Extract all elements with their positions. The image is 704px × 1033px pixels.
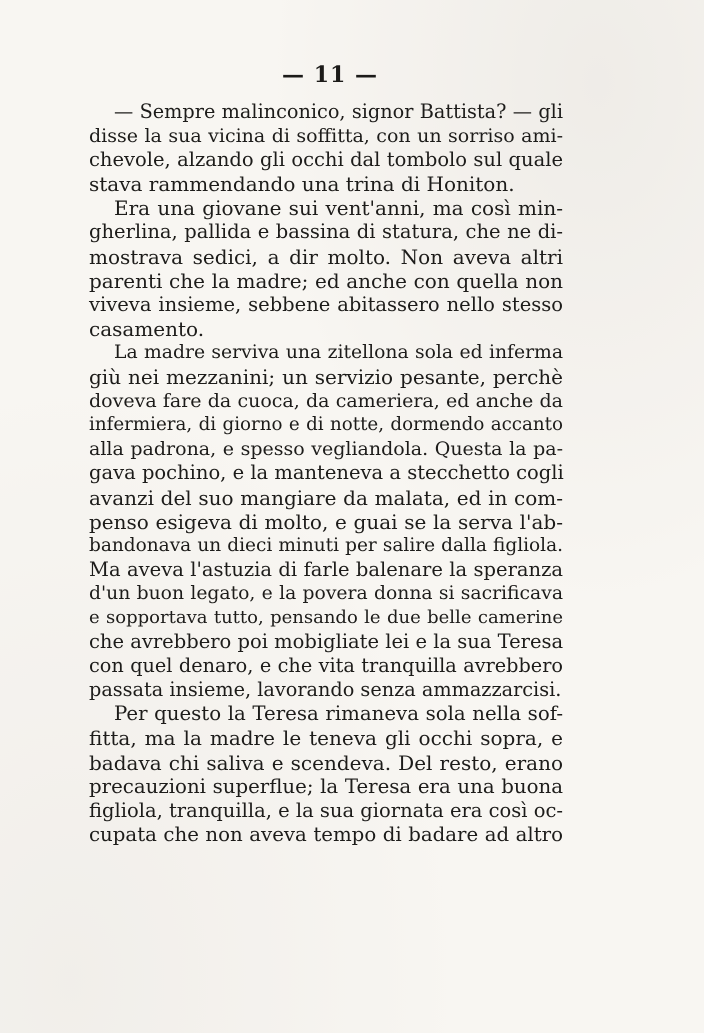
text-line: Per questo la Teresa rimaneva sola nella sof-	[114, 702, 563, 726]
text-line: e sopportava tutto, pensando le due belle camerine	[89, 606, 563, 628]
text-line: stava rammendando una trina di Honiton.	[89, 172, 515, 197]
text-line: cupata che non aveva tempo di badare ad altro	[89, 822, 563, 846]
text-line: passata insieme, lavorando senza ammazzarcisi.	[89, 678, 562, 702]
page-number: — 11 —	[282, 62, 378, 88]
text-line: alla padrona, e spesso vegliandola. Questa la pa-	[89, 438, 563, 461]
text-line: avanzi del suo mangiare da malata, ed in com-	[89, 485, 563, 510]
text-line: gava pochino, e la manteneva a stecchetto cogli	[89, 461, 564, 485]
text-line: disse la sua vicina di soffitta, con un sorriso ami-	[89, 125, 563, 148]
text-line: infermiera, di giorno e di notte, dormendo accanto	[89, 414, 563, 436]
text-line: che avrebbero poi mobigliate lei e la sua Teresa	[89, 630, 564, 654]
text-line: d'un buon legato, e la povera donna si sacrificava	[89, 582, 563, 604]
text-line: con quel denaro, e che vita tranquilla avrebbero	[89, 654, 563, 678]
text-line: penso esigeva di molto, e guai se la serva l'ab-	[89, 509, 563, 534]
text-line: figliola, tranquilla, e la sua giornata era così oc-	[89, 798, 563, 822]
text-line: giù nei mezzanini; un servizio pesante, perchè	[89, 365, 563, 390]
text-line: — Sempre malinconico, signor Battista? — gli	[114, 100, 563, 123]
text-line: Ma aveva l'astuzia di farle balenare la speranza	[89, 557, 563, 581]
text-line: mostrava sedici, a dir molto. Non aveva altri	[89, 244, 563, 269]
text-line: parenti che la madre; ed anche con quella non	[89, 268, 563, 293]
body-text	[89, 100, 563, 847]
text-line: doveva fare da cuoca, da cameriera, ed anche da	[89, 390, 563, 413]
text-line: badava chi saliva e scendeva. Del resto, erano	[89, 750, 563, 775]
text-line: Era una giovane sui vent'anni, ma così min-	[114, 196, 563, 221]
text-line: bandonava un dieci minuti per salire dalla figliola.	[89, 534, 563, 556]
text-line: gherlina, pallida e bassina di statura, che ne di-	[89, 220, 563, 244]
text-line: chevole, alzando gli occhi dal tombolo sul quale	[89, 148, 563, 172]
text-line: viveva insieme, sebbene abitassero nello stesso	[89, 292, 563, 316]
text-line: La madre serviva una zitellona sola ed inferma	[114, 341, 563, 363]
text-line: casamento.	[89, 316, 205, 341]
text-line: precauzioni superflue; la Teresa era una buona	[89, 774, 563, 798]
text-line: fitta, ma la madre le teneva gli occhi sopra, e	[89, 726, 563, 751]
